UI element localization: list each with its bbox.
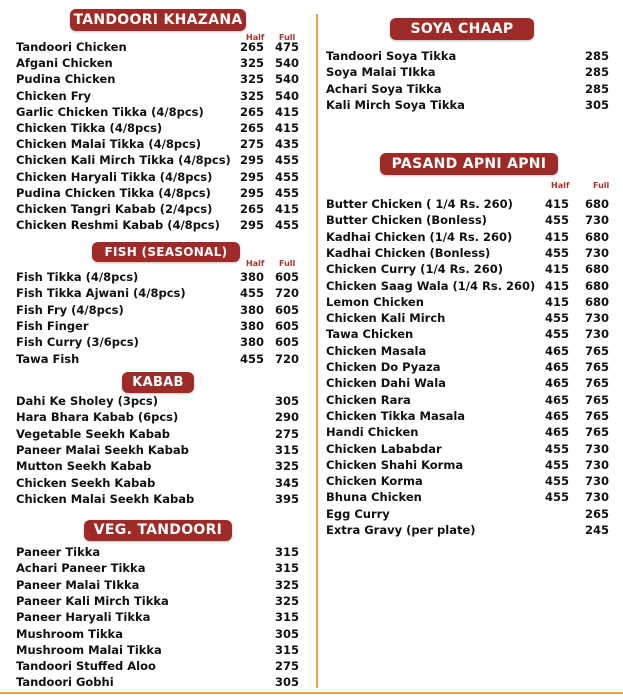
menu-item: [16, 561, 299, 577]
half-price: 465: [544, 408, 569, 423]
price: 305: [274, 394, 299, 408]
menu-item: [326, 82, 609, 98]
half-price: 380: [239, 318, 264, 333]
item-name: Achari Paneer Tikka: [16, 561, 146, 576]
item-name: Extra Gravy (per plate): [326, 523, 476, 537]
item-name: Kadhai Chicken (1/4 Rs. 260): [326, 229, 513, 244]
full-price: 720: [274, 286, 299, 301]
item-name: Vegetable Seekh Kabab: [16, 426, 170, 441]
half-price: 415: [544, 278, 569, 293]
full-price: 540: [274, 88, 299, 103]
half-price: 380: [239, 270, 264, 284]
menu-item: [16, 476, 299, 492]
half-price: 465: [544, 376, 569, 391]
half-price: 295: [239, 185, 264, 200]
item-name: Chicken Kali Mirch: [326, 311, 446, 326]
full-price: 680: [584, 278, 609, 293]
item-name: Chicken Malai Tikka (4/8pcs): [16, 137, 202, 152]
item-name: Afgani Chicken: [16, 56, 113, 71]
full-price: 540: [274, 56, 299, 71]
item-name: Chicken Korma: [326, 474, 423, 489]
menu-item: [16, 153, 299, 169]
item-name: Pudina Chicken Tikka (4/8pcs): [16, 185, 211, 200]
item-name: Fish Tikka Ajwani (4/8pcs): [16, 286, 186, 301]
menu-item: [16, 492, 299, 508]
menu-item: [326, 279, 609, 295]
half-price: 465: [544, 343, 569, 358]
half-price: 295: [239, 153, 264, 168]
menu-item: [16, 137, 299, 153]
menu-item: [16, 410, 299, 426]
full-price: 730: [584, 245, 609, 260]
item-name: Chicken Haryali Tikka (4/8pcs): [16, 169, 213, 184]
half-price: 455: [544, 213, 569, 228]
price: 285: [584, 81, 609, 96]
column-divider: [316, 14, 318, 688]
item-name: Fish Tikka (4/8pcs): [16, 270, 139, 284]
full-price: 680: [584, 197, 609, 211]
menu-item: [16, 352, 299, 368]
item-name: Paneer Kali Mirch Tikka: [16, 593, 169, 608]
half-price: 415: [544, 294, 569, 309]
menu-item: [326, 213, 609, 229]
menu-item: [16, 335, 299, 351]
price: 325: [274, 459, 299, 474]
item-name: Lemon Chicken: [326, 294, 424, 309]
menu-item: [326, 474, 609, 490]
menu-item: [16, 121, 299, 137]
menu-item: [326, 295, 609, 311]
full-price: 680: [584, 229, 609, 244]
item-name: Kali Mirch Soya Tikka: [326, 97, 465, 112]
banner-tandoori-khazana: TANDOORI KHAZANA SE: [70, 9, 246, 31]
menu-item: [16, 594, 299, 610]
full-price: 605: [274, 302, 299, 317]
banner-soya-chaap: SOYA CHAAP: [390, 18, 534, 40]
menu-item: [16, 610, 299, 626]
header-half: Half: [246, 259, 265, 268]
price: 315: [274, 442, 299, 457]
full-price: 455: [274, 218, 299, 233]
item-name: Tandoori Gobhi: [16, 675, 114, 690]
price: 395: [274, 491, 299, 506]
half-price: 415: [544, 262, 569, 277]
price: 285: [584, 65, 609, 80]
banner-fish: FISH (SEASONAL): [92, 242, 240, 262]
item-name: Pudina Chicken: [16, 72, 116, 87]
banner-pasand-apni-apni: PASAND APNI APNI: [380, 153, 558, 175]
menu-item: [326, 311, 609, 327]
menu-item: [326, 409, 609, 425]
price: 325: [274, 577, 299, 592]
menu-item: [326, 360, 609, 376]
half-price: 265: [239, 104, 264, 119]
half-price: 465: [544, 360, 569, 374]
banner-veg-tandoori: VEG. TANDOORI: [84, 520, 232, 541]
menu-item: [16, 578, 299, 594]
half-price: 295: [239, 218, 264, 233]
item-name: Kadhai Chicken (Bonless): [326, 245, 491, 260]
item-name: Chicken Tikka (4/8pcs): [16, 121, 163, 135]
header-half: Half: [246, 33, 265, 42]
half-price: 455: [544, 245, 569, 260]
price: 315: [274, 561, 299, 576]
menu-item: [326, 98, 609, 114]
half-price: 295: [239, 169, 264, 184]
item-name: Bhuna Chicken: [326, 490, 422, 505]
header-full: Full: [279, 259, 296, 268]
menu-item: [16, 56, 299, 72]
full-price: 605: [274, 335, 299, 350]
price: 290: [274, 410, 299, 425]
item-name: Chicken Reshmi Kabab (4/8pcs): [16, 218, 220, 233]
menu-item: [16, 545, 299, 561]
item-name: Fish Curry (3/6pcs): [16, 335, 139, 350]
item-name: Tandoori Stuffed Aloo: [16, 659, 156, 674]
item-name: Chicken Lababdar: [326, 441, 442, 456]
half-price: 455: [544, 441, 569, 456]
item-name: Tawa Fish: [16, 351, 80, 366]
item-name: Chicken Curry (1/4 Rs. 260): [326, 262, 503, 277]
item-name: Tawa Chicken: [326, 327, 414, 342]
item-name: Chicken Tikka Masala: [326, 408, 466, 423]
price: 285: [584, 49, 609, 63]
full-price: 455: [274, 169, 299, 184]
price: 305: [274, 626, 299, 641]
half-price: 415: [544, 229, 569, 244]
menu-item: [326, 442, 609, 458]
header-half: Half: [551, 181, 570, 190]
menu-item: [16, 170, 299, 186]
menu-item: [326, 230, 609, 246]
menu-item: [16, 89, 299, 105]
menu-item: [16, 72, 299, 88]
full-price: 765: [584, 425, 609, 440]
item-name: Chicken Dahi Wala: [326, 376, 446, 391]
price: 325: [274, 593, 299, 608]
item-name: Paneer Malai Seekh Kabab: [16, 442, 189, 457]
menu-item: [326, 425, 609, 441]
menu-item: [16, 427, 299, 443]
menu-item: [16, 459, 299, 475]
menu-item: [16, 319, 299, 335]
full-price: 765: [584, 392, 609, 407]
full-price: 415: [274, 104, 299, 119]
half-price: 455: [544, 327, 569, 342]
item-name: Dahi Ke Sholey (3pcs): [16, 394, 158, 408]
full-price: 730: [584, 457, 609, 472]
full-price: 680: [584, 294, 609, 309]
half-price: 265: [239, 202, 264, 216]
item-name: Garlic Chicken Tikka (4/8pcs): [16, 104, 204, 119]
price: 305: [584, 97, 609, 112]
price: 345: [274, 475, 299, 490]
full-price: 730: [584, 490, 609, 505]
item-name: Mushroom Tikka: [16, 626, 123, 641]
item-name: Mutton Seekh Kabab: [16, 459, 152, 474]
full-price: 245: [584, 523, 609, 537]
item-name: Chicken Saag Wala (1/4 Rs. 260): [326, 278, 536, 293]
item-name: Hara Bhara Kabab (6pcs): [16, 410, 179, 425]
price: 275: [274, 659, 299, 674]
item-name: Paneer Tikka: [16, 545, 101, 559]
full-price: 730: [584, 441, 609, 456]
item-name: Chicken Masala: [326, 343, 427, 358]
full-price: 765: [584, 408, 609, 423]
half-price: 455: [239, 351, 264, 366]
full-price: 540: [274, 72, 299, 87]
item-name: Chicken Rara: [326, 392, 411, 407]
menu-item: [326, 246, 609, 262]
item-name: Chicken Tangri Kabab (2/4pcs): [16, 202, 213, 216]
header-full: Full: [279, 33, 296, 42]
menu-item: [326, 197, 609, 213]
half-price: 325: [239, 56, 264, 71]
header-full: Full: [593, 181, 610, 190]
item-name: Chicken Fry: [16, 88, 92, 103]
menu-item: [16, 40, 299, 56]
item-name: Mushroom Malai Tikka: [16, 642, 162, 657]
item-name: Tandoori Chicken: [16, 40, 127, 54]
full-price: 435: [274, 137, 299, 152]
menu-item: [326, 393, 609, 409]
menu-item: [16, 627, 299, 643]
full-price: 415: [274, 121, 299, 135]
item-name: Paneer Malai TIkka: [16, 577, 140, 592]
item-name: Butter Chicken ( 1/4 Rs. 260): [326, 197, 513, 211]
menu-item: [16, 186, 299, 202]
full-price: 730: [584, 327, 609, 342]
menu-item: [326, 523, 609, 539]
half-price: 415: [544, 197, 569, 211]
banner-kabab: KABAB: [122, 372, 194, 393]
item-name: Egg Curry: [326, 506, 390, 521]
item-name: Fish Fry (4/8pcs): [16, 302, 124, 317]
item-name: Chicken Malai Seekh Kabab: [16, 491, 195, 506]
price: 315: [274, 610, 299, 625]
half-price: 455: [544, 311, 569, 326]
price: 275: [274, 426, 299, 441]
menu-item: [16, 394, 299, 410]
menu-item: [16, 270, 299, 286]
full-price: 720: [274, 351, 299, 366]
menu-item: [16, 443, 299, 459]
menu-item: [16, 286, 299, 302]
item-name: Chicken Shahi Korma: [326, 457, 464, 472]
full-price: 730: [584, 311, 609, 326]
half-price: 455: [544, 490, 569, 505]
menu-item: [326, 458, 609, 474]
full-price: 475: [274, 40, 299, 54]
item-name: Paneer Haryali Tikka: [16, 610, 151, 625]
menu-item: [326, 262, 609, 278]
menu-item: [16, 105, 299, 121]
menu-item: [326, 65, 609, 81]
full-price: 765: [584, 376, 609, 391]
item-name: Handi Chicken: [326, 425, 419, 440]
half-price: 465: [544, 392, 569, 407]
item-name: Butter Chicken (Bonless): [326, 213, 487, 228]
full-price: 730: [584, 474, 609, 489]
full-price: 605: [274, 270, 299, 284]
item-name: Chicken Seekh Kabab: [16, 475, 156, 490]
half-price: 265: [239, 121, 264, 135]
menu-item: [326, 507, 609, 523]
half-price: 325: [239, 88, 264, 103]
half-price: 380: [239, 335, 264, 350]
half-price: 275: [239, 137, 264, 152]
menu-item: [16, 202, 299, 218]
full-price: 730: [584, 213, 609, 228]
full-price: 680: [584, 262, 609, 277]
bottom-rule: [0, 692, 623, 694]
item-name: Chicken Kali Mirch Tikka (4/8pcs): [16, 153, 231, 168]
price: 305: [274, 675, 299, 690]
item-name: Achari Soya Tikka: [326, 81, 442, 96]
full-price: 455: [274, 153, 299, 168]
full-price: 765: [584, 343, 609, 358]
menu-item: [326, 376, 609, 392]
full-price: 765: [584, 360, 609, 374]
menu-item: [326, 49, 609, 65]
full-price: 605: [274, 318, 299, 333]
half-price: 380: [239, 302, 264, 317]
price: 315: [274, 545, 299, 559]
half-price: 325: [239, 72, 264, 87]
half-price: 265: [239, 40, 264, 54]
full-price: 455: [274, 185, 299, 200]
half-price: 455: [544, 457, 569, 472]
menu-item: [326, 344, 609, 360]
menu-item: [16, 643, 299, 659]
half-price: 455: [239, 286, 264, 301]
menu-item: [326, 490, 609, 506]
half-price: 455: [544, 474, 569, 489]
half-price: 465: [544, 425, 569, 440]
menu-item: [16, 659, 299, 675]
full-price: 415: [274, 202, 299, 216]
full-price: 265: [584, 506, 609, 521]
menu-item: [326, 327, 609, 343]
menu-item: [16, 675, 299, 691]
menu-item: [16, 218, 299, 234]
item-name: Soya Malai TIkka: [326, 65, 436, 80]
menu-item: [16, 303, 299, 319]
price: 315: [274, 642, 299, 657]
item-name: Chicken Do Pyaza: [326, 360, 441, 374]
item-name: Tandoori Soya Tikka: [326, 49, 457, 63]
item-name: Fish Finger: [16, 318, 89, 333]
